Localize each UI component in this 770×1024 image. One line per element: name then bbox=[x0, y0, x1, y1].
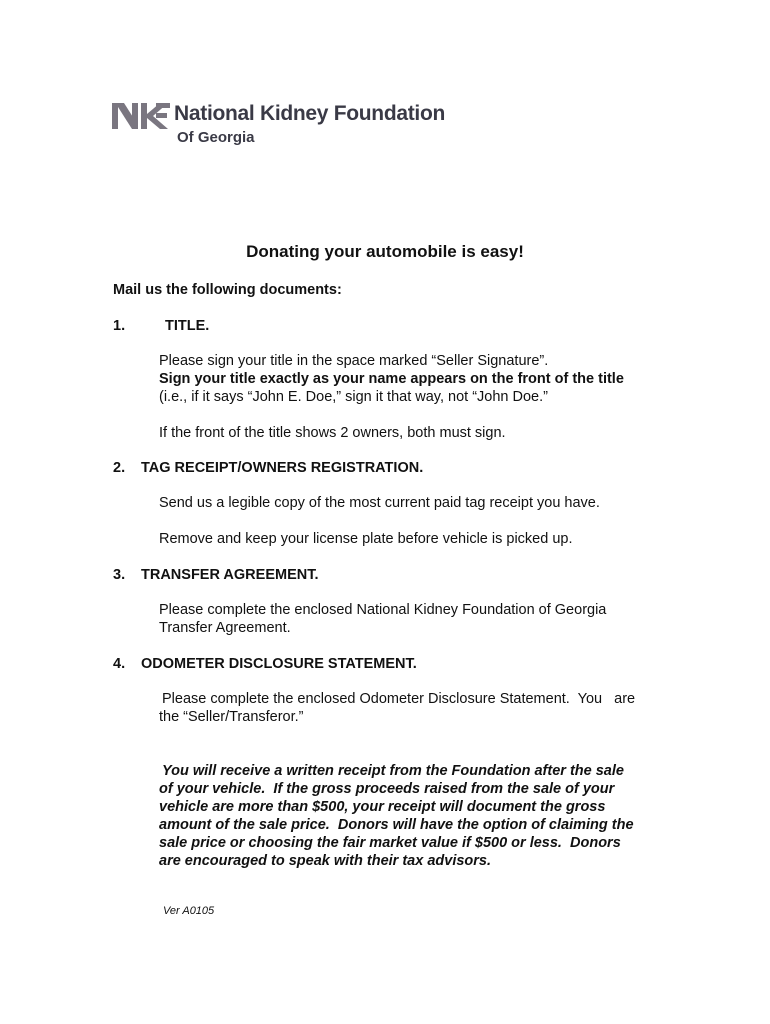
section-line: the “Seller/Transferor.” bbox=[159, 709, 304, 725]
section-line: Transfer Agreement. bbox=[159, 620, 291, 636]
notice-line: vehicle are more than $500, your receipt will document the gross bbox=[159, 799, 606, 815]
section-line: If the front of the title shows 2 owners, both must sign. bbox=[159, 425, 506, 441]
section-heading: TRANSFER AGREEMENT. bbox=[141, 567, 319, 583]
page-heading: Donating your automobile is easy! bbox=[246, 242, 524, 261]
notice-line: are encouraged to speak with their tax advisors. bbox=[159, 853, 491, 869]
section-number: 1. bbox=[113, 318, 126, 334]
section-line: Send us a legible copy of the most current paid tag receipt you have. bbox=[159, 495, 600, 511]
logo-subtitle: Of Georgia bbox=[177, 129, 255, 146]
section-line: Please complete the enclosed Odometer Disclosure Statement. You are bbox=[162, 691, 636, 707]
section-line-bold: Sign your title exactly as your name appears on the front of the title bbox=[159, 371, 624, 387]
section-line: Remove and keep your license plate before vehicle is picked up. bbox=[159, 531, 573, 547]
notice-line: sale price or choosing the fair market value if $500 or less. Donors bbox=[159, 835, 621, 851]
section-number: 4. bbox=[113, 656, 126, 672]
version-label: Ver A0105 bbox=[163, 905, 215, 917]
logo-name: National Kidney Foundation bbox=[174, 102, 446, 125]
notice-line: amount of the sale price. Donors will have the option of claiming the bbox=[159, 817, 634, 833]
section-line: Please complete the enclosed National Kidney Foundation of Georgia bbox=[159, 602, 607, 618]
section-line: (i.e., if it says “John E. Doe,” sign it that way, not “John Doe.” bbox=[159, 389, 548, 405]
section-line: Please sign your title in the space marked “Seller Signature”. bbox=[159, 353, 549, 369]
section-heading: TITLE. bbox=[165, 318, 210, 334]
notice-line: You will receive a written receipt from the Foundation after the sale bbox=[162, 763, 624, 779]
section-heading: TAG RECEIPT/OWNERS REGISTRATION. bbox=[141, 460, 424, 476]
nkf-logo-mark-icon bbox=[112, 103, 170, 129]
section-heading: ODOMETER DISCLOSURE STATEMENT. bbox=[141, 656, 417, 672]
section-number: 2. bbox=[113, 460, 126, 476]
notice-line: of your vehicle. If the gross proceeds raised from the sale of your bbox=[159, 781, 615, 797]
organization-logo bbox=[112, 100, 452, 160]
intro-text: Mail us the following documents: bbox=[113, 282, 342, 298]
section-number: 3. bbox=[113, 567, 126, 583]
